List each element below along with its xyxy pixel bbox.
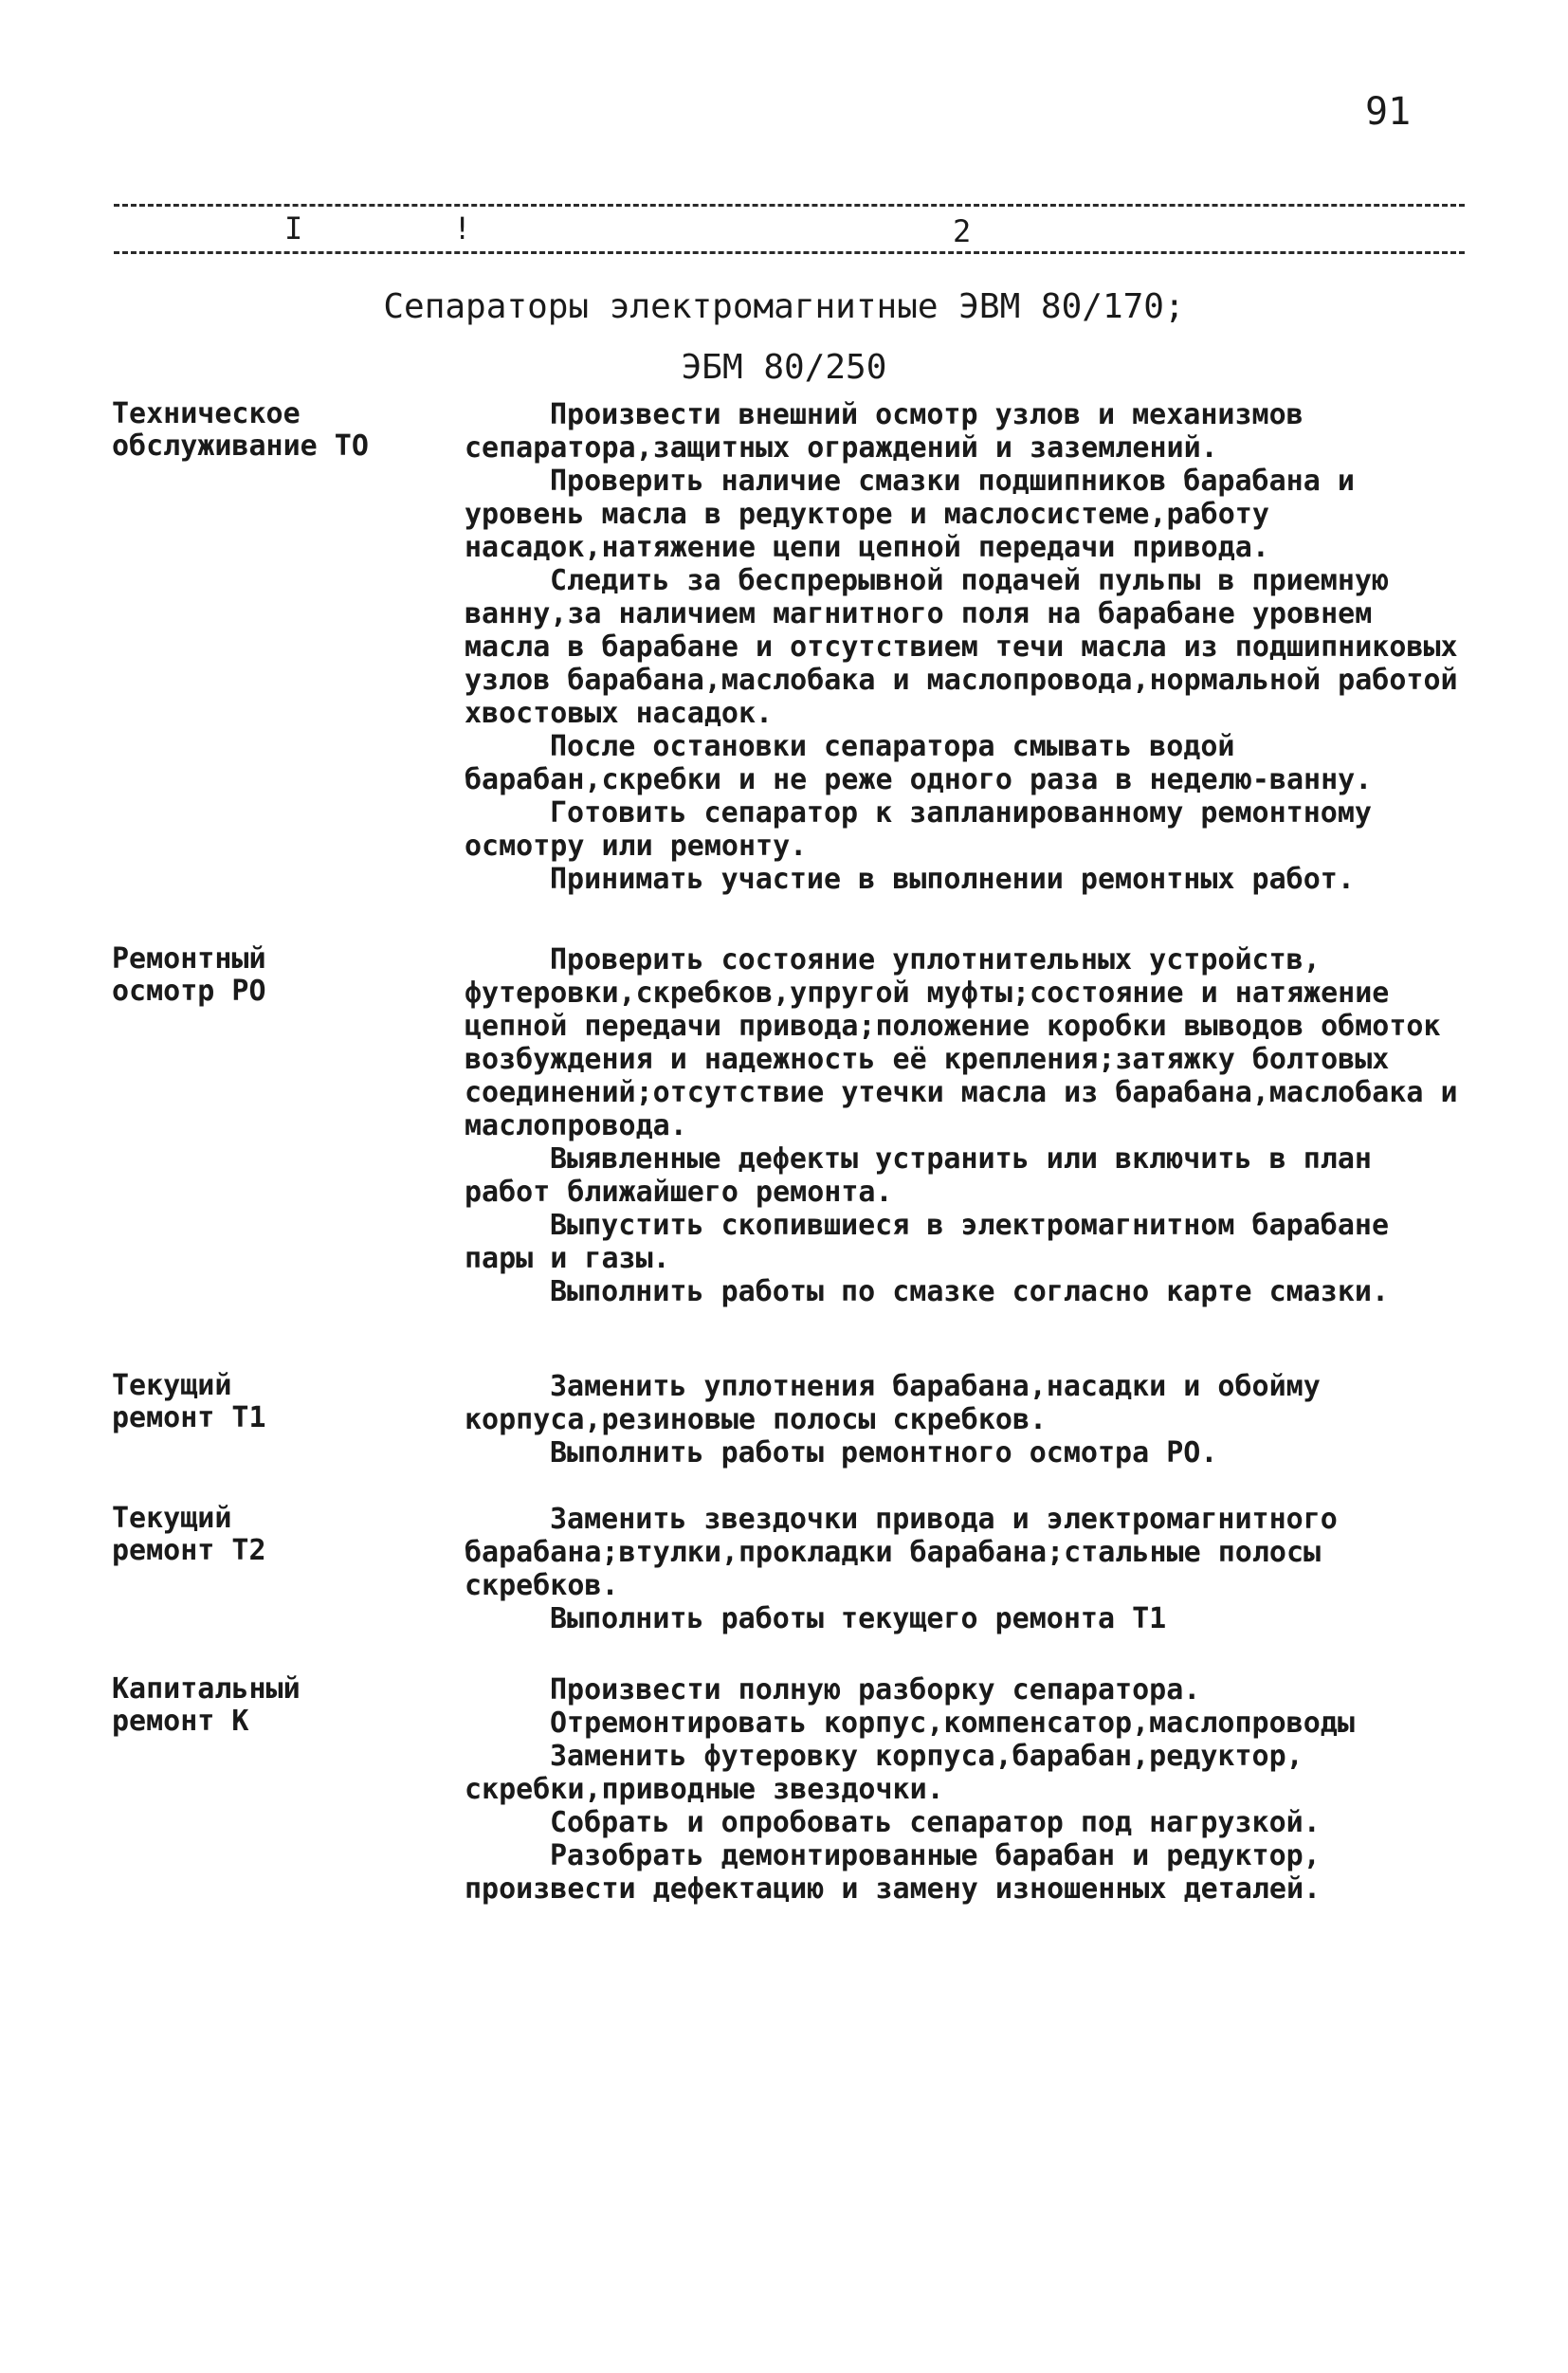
to-line-2: Проверить наличие смазки подшипников барабана и уровень масла в редукторе и маслосистеме,работу насадок,натяжение цепи цепной передачи привода.: [465, 465, 1355, 564]
heading-line-1: Сепараторы электромагнитные ЭВМ 80/170;: [383, 287, 1185, 326]
k-line-5: Разобрать демонтированные барабан и редуктор, произвести дефектацию и замену изношенных деталей.: [465, 1839, 1322, 1906]
t2-line-1: Заменить звездочки привода и электромагнитного барабана;втулки,прокладки барабана;стальные полосы скребков.: [465, 1503, 1338, 1602]
t1-line-2: Выполнить работы ремонтного осмотра РО.: [550, 1436, 1218, 1469]
ro-line-2: Выявленные дефекты устранить или включить в план работ ближайшего ремонта.: [465, 1142, 1372, 1209]
section-label-to: Техническое обслуживание ТО: [112, 397, 369, 463]
section-label-k: Капитальный ремонт К: [112, 1672, 301, 1738]
section-text-t2: [465, 1503, 1469, 1635]
section-label-t2: Текущий ремонт Т2: [112, 1502, 266, 1567]
section-text-ro: [465, 943, 1469, 1308]
ro-line-4: Выполнить работы по смазке согласно карте смазки.: [550, 1275, 1390, 1308]
table-top-divider: [114, 204, 1465, 207]
heading-line-2: ЭБМ 80/250: [681, 348, 887, 387]
to-line-6: Принимать участие в выполнении ремонтных работ.: [550, 863, 1355, 896]
ro-line-1: Проверить состояние уплотнительных устройств, футеровки,скребков,упругой муфты;состояние и натяжение цепной передачи привода;положение коробки выводов обмоток возбуждения и надежность её крепления;затяжку болтовых соединений;отсутствие утечки масла из барабана,маслобака и маслопровода.: [465, 943, 1458, 1142]
column-1-header: I: [284, 210, 303, 246]
k-line-1: Произвести полную разборку сепаратора.: [550, 1673, 1201, 1707]
t1-line-1: Заменить уплотнения барабана,насадки и обойму корпуса,резиновые полосы скребков.: [465, 1370, 1321, 1436]
k-line-2: Отремонтировать корпус,компенсатор,маслопроводы: [550, 1707, 1355, 1740]
document-heading: [0, 284, 1568, 391]
column-2-header: 2: [953, 213, 972, 249]
section-label-t1: Текущий ремонт Т1: [112, 1369, 266, 1434]
to-line-4: После остановки сепаратора смывать водой барабан,скребки и не реже одного раза в неделю-ванну.: [465, 730, 1373, 796]
column-separator: !: [453, 210, 472, 246]
page-number: 91: [1365, 90, 1412, 134]
section-label-ro: Ремонтный осмотр РО: [112, 942, 266, 1008]
k-line-3: Заменить футеровку корпуса,барабан,редуктор, скребки,приводные звездочки.: [465, 1740, 1304, 1806]
section-text-t1: [465, 1370, 1469, 1469]
section-text-to: [465, 398, 1469, 896]
to-line-3: Следить за беспрерывной подачей пульпы в приемную ванну,за наличием магнитного поля на барабане уровнем масла в барабане и отсутствием течи масла из подшипниковых узлов барабана,маслобака и маслопровода,нормальной работой хвостовых насадок.: [465, 564, 1458, 730]
t2-line-2: Выполнить работы текущего ремонта Т1: [550, 1602, 1167, 1635]
ro-line-3: Выпустить скопившиеся в электромагнитном барабане пары и газы.: [465, 1209, 1390, 1275]
to-line-1: Произвести внешний осмотр узлов и механизмов сепаратора,защитных ограждений и заземлений.: [465, 398, 1304, 465]
section-text-k: [465, 1673, 1469, 1906]
to-line-5: Готовить сепаратор к запланированному ремонтному осмотру или ремонту.: [465, 796, 1372, 863]
k-line-4: Собрать и опробовать сепаратор под нагрузкой.: [550, 1806, 1321, 1839]
table-header-divider: [114, 251, 1465, 254]
